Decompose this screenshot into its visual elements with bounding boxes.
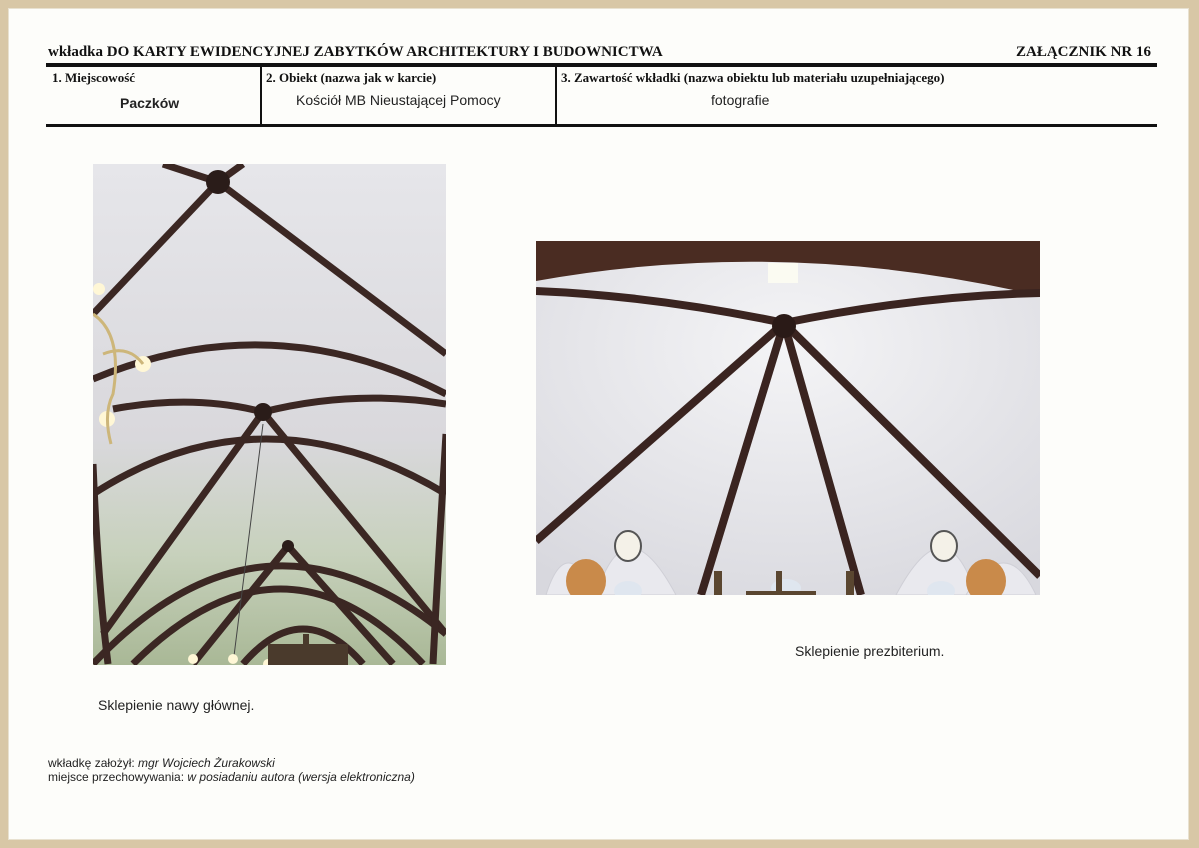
photo-nave-vault (93, 164, 446, 665)
founder-value: mgr Wojciech Żurakowski (138, 756, 275, 770)
header-rule-top (46, 63, 1157, 67)
object-value: Kościół MB Nieustającej Pomocy (296, 92, 501, 108)
storage-label: miejsce przechowywania: (48, 770, 185, 784)
object-label: 2. Obiekt (nazwa jak w karcie) (266, 70, 437, 85)
storage-value: w posiadaniu autora (wersja elektroniczna) (187, 770, 415, 784)
document-title: wkładka DO KARTY EWIDENCYJNEJ ZABYTKÓW ARCHITEKTURY I BUDOWNICTWA (48, 44, 663, 60)
locality-label: 1. Miejscowość (52, 70, 136, 85)
annex-number: ZAŁĄCZNIK NR 16 (1015, 44, 1151, 60)
content-label: 3. Zawartość wkładki (nazwa obiektu lub materiału uzupełniającego) (561, 70, 945, 85)
caption-presbytery-vault: Sklepienie prezbiterium. (795, 643, 945, 659)
founder-line (48, 756, 275, 770)
caption-nave-vault: Sklepienie nawy głównej. (98, 697, 255, 713)
document-sheet (8, 8, 1189, 840)
photo-presbytery-vault (536, 241, 1040, 595)
storage-line (48, 770, 415, 784)
content-value: fotografie (711, 92, 770, 108)
locality-value: Paczków (120, 95, 180, 111)
cell-divider-2 (555, 67, 557, 124)
founder-label: wkładkę założył: (48, 756, 135, 770)
header-rule-bottom (46, 124, 1157, 127)
cell-divider-1 (260, 67, 262, 124)
